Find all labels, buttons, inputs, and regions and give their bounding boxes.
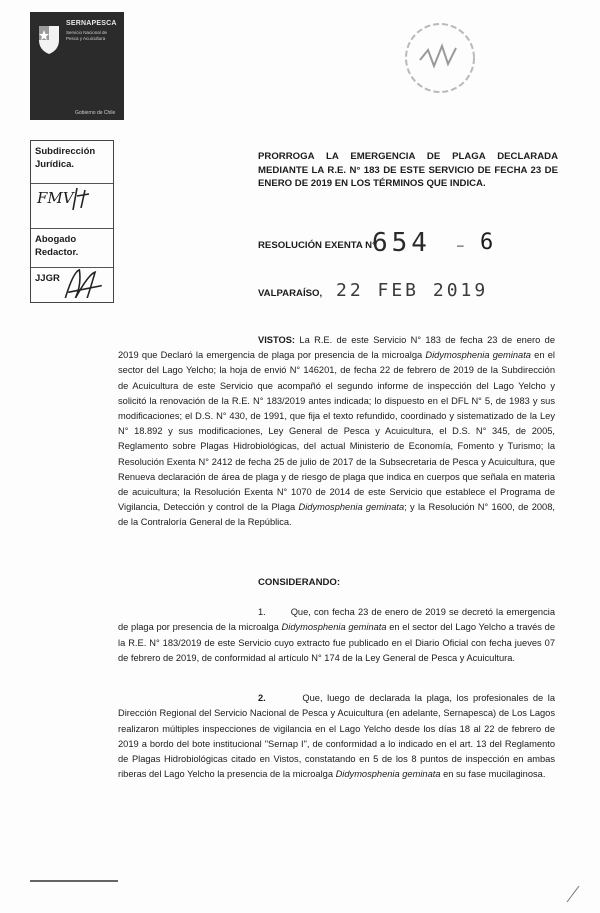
vistos-paragraph — [118, 333, 555, 531]
cell-abogado-label: Abogado Redactor. — [35, 234, 79, 258]
vistos-text-3: ; y la Resolución N° 1600, de 2008, de la Contraloría General de la República. — [118, 502, 555, 528]
initials-text: FMV — [37, 189, 74, 207]
cell-subdireccion — [31, 141, 113, 184]
considerando-2-text-1: Que, luego de declarada la plaga, los profesionales de la Dirección Regional del Servicio Nacional de Pesca y Acuicultura (en adelante, Sernapesca) de Los Lagos realizaron múltiples inspecciones de vigilancia en el Lago Yelcho desde los días 18 al 22 de febrero de 2019 a bordo del bote institucional "Sernap I", de conformidad a lo indicado en el art. 13 del Reglamento de Plagas Hidrobiológicas citado en Vistos, constatando en 5 de los 8 puntos de inspección en ambas riberas del Lago Yelcho la presencia de la microalga — [118, 693, 555, 780]
city-label: VALPARAÍSO, — [258, 288, 323, 299]
vistos-text-2: en el sector del Lago Yelcho; la hoja de envió N° 146201, de fecha 22 de febrero de 2019 de la Subdirección de Acuicultura de este Servicio que acompañó el segundo informe de inspección del Lago Yelcho y solicitó la renovación de la R.E. N° 183/2019 antes indicada; lo dispuesto en el DFL N° 5, de 1983 y sus modificaciones; el D.S. N° 430, de 1991, que fija el texto refundido, coordinado y sistematizado de la Ley N° 18.892 y sus modificaciones, Ley General de Pesca y Acuicultura, el D.S. N° 345, de 2005, Reglamento sobre Plagas Hidrobiológicas, del actual Ministerio de Economía, Fomento y Turismo; la Resolución Exenta N° 2412 de fecha 25 de julio de 2017 de la Subsecretaria de Pesca y Acuicultura, que Renueva declaración de área de plaga y de riesgo de plaga que indica en cuerpos que señala en materia de acuicultura; la Resolución Exenta N° 1070 de 2014 de este Servicio que establece el Programa de Vigilancia, Detección y control de la Plaga — [118, 350, 555, 513]
species-name: Didymosphenia geminata — [335, 769, 441, 780]
species-name: Didymosphenia geminata — [281, 622, 387, 633]
signature-icon — [57, 262, 113, 298]
cell-jjgr-label: JJGR — [35, 273, 60, 284]
considerando-heading: CONSIDERANDO: — [258, 577, 341, 588]
received-stamp-icon — [402, 20, 478, 96]
considerando-2-text-2: en su fase mucilaginosa. — [440, 769, 546, 780]
cell-subdireccion-label: Subdirección Jurídica. — [35, 146, 96, 170]
species-name: Didymosphenia geminata — [298, 502, 405, 513]
vistos-label: VISTOS: — [258, 335, 296, 345]
vistos-body — [118, 333, 555, 531]
resolution-number: 654 — [372, 228, 431, 258]
document-title: PRORROGA LA EMERGENCIA DE PLAGA DECLARADA MEDIANTE LA R.E. N° 183 DE ESTE SERVICIO DE FECHA 23 DE ENERO DE 2019 EN LOS TÉRMINOS QUE INDICA. — [258, 151, 558, 190]
signature-icon — [61, 186, 111, 212]
considerando-1 — [118, 605, 555, 666]
resolution-suffix: 6 — [480, 230, 494, 255]
bottom-rule — [30, 880, 118, 882]
org-name: SERNAPESCA — [66, 20, 117, 27]
corner-mark-icon — [563, 884, 583, 904]
considerando-1-text-2: en el sector del Lago Yelcho a través de la R.E. N° 183/2019 de este Servicio cuyo extracto fue publicado en el Diario Oficial con fecha jueves 07 de febrero de 2019, de conformidad al artículo N° 174 de la Ley General de Pesca y Acuicultura. — [118, 622, 555, 663]
species-name: Didymosphenia geminata — [425, 350, 531, 361]
org-subtitle: Servicio Nacional de Pesca y Acuicultura — [66, 30, 108, 41]
cell-jjgr — [31, 268, 113, 302]
considerando-1-number: 1. — [258, 607, 266, 617]
considerando-1-text-1: Que, con fecha 23 de enero de 2019 se decretó la emergencia de plaga por presencia de la microalga — [118, 607, 555, 633]
vistos-text-1: La R.E. de este Servicio N° 183 de fecha 23 de enero de 2019 que Declaró la emergencia de plaga por presencia de la microalga — [118, 335, 555, 361]
resolution-dash: – — [457, 238, 464, 252]
cell-initials — [31, 184, 113, 229]
coat-of-arms-icon — [36, 22, 62, 56]
routing-box — [30, 140, 114, 303]
date-stamp: 22 FEB 2019 — [336, 280, 489, 301]
resolution-label: RESOLUCIÓN EXENTA N° — [258, 240, 376, 251]
sernapesca-logo — [30, 12, 124, 120]
considerando-2-number: 2. — [258, 693, 266, 703]
gov-label: Gobierno de Chile — [75, 110, 116, 116]
considerando-2 — [118, 691, 555, 783]
